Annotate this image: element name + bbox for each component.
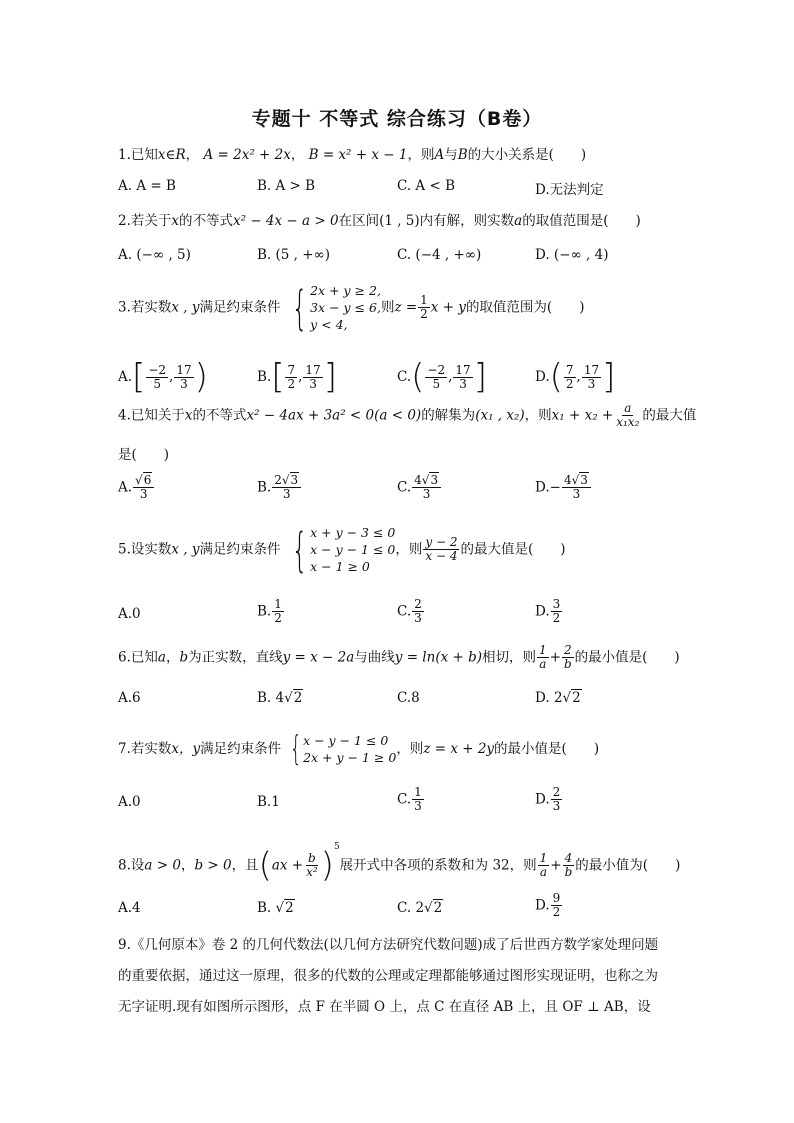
q7-option-a: A.0 <box>118 794 141 810</box>
q1-option-b: B. A > B <box>257 178 316 194</box>
q5-option-d: D. $\frac{3}{2}$ <box>535 597 561 625</box>
q3-option-a: A.[ $\frac{-2}{5}$ , $\frac{17}{3}$ ) <box>118 357 208 397</box>
question-7: 7.若实数x，y满足约束条件 { x − y − 1 ≤ 0 2x + y − 1 ≥ 0 ，则z = x + 2y的最小值是( ) <box>118 729 600 769</box>
q3-constraints: { 2x + y ≥ 2, 3x − y ≤ 6, y < 4, <box>291 280 381 335</box>
brace-icon: { <box>290 729 303 769</box>
brace-icon: { <box>291 280 308 335</box>
question-9: 9.《几何原本》卷 2 的几何代数法(以几何方法研究代数问题)成了后世西方数学家处理问题的重要依据，通过这一原理，很多的代数的公理或定理都能够通过图形实现证明，也称之为无字证明.现有如图所示图形，点 F 在半圆 O 上，点 C 在直径 AB 上，且 OF ⊥ AB，设 <box>118 937 659 1015</box>
q4-option-d: D.− $\frac{4√3}{3}$ <box>535 474 592 501</box>
q4-option-a: A. $\frac{√6}{3}$ <box>118 474 155 501</box>
q3-option-d: D.( $\frac{7}{2}$ , $\frac{17}{3}$ ] <box>535 357 616 397</box>
q6-option-b: B. 4√2 <box>257 690 303 706</box>
q2-option-d: D. (−∞ , 4) <box>535 247 609 263</box>
q7-option-b: B.1 <box>257 794 280 810</box>
q5-option-a: A.0 <box>118 606 141 622</box>
q8-option-a: A.4 <box>118 900 141 916</box>
question-8: 8.设a > 0，b > 0，且(ax + $\frac{b}{\text{x²}}$ )$^5$展开式中各项的系数和为 32，则 $\frac{1}{a}$ + $\frac{4}{b}$ 的最小值为( ) <box>118 842 681 886</box>
q1-option-a: A. A = B <box>118 178 176 194</box>
q8-option-d: D. $\frac{9}{2}$ <box>535 891 561 919</box>
q1-option-d: D.无法判定 <box>535 182 604 198</box>
q2-option-b: B. (5 , +∞) <box>257 247 331 263</box>
q4-option-c: C. $\frac{4√3}{3}$ <box>397 474 442 501</box>
question-5: 5.设实数x , y满足约束条件 { x + y − 3 ≤ 0 x − y − 1 ≤ 0 x − 1 ≥ 0 ，则 $\frac{y - 2}{x - 4}$ 的最大值是( ) <box>118 522 566 577</box>
question-4-cont: 是( ) <box>118 447 170 463</box>
q5-option-c: C. $\frac{2}{3}$ <box>397 597 422 625</box>
page-title: 专题十 不等式 综合练习（B卷） <box>251 108 543 130</box>
brace-icon: { <box>291 522 308 577</box>
q6-option-d: D. 2√2 <box>535 690 581 706</box>
question-4: 4.已知关于x的不等式x² − 4ax + 3a² < 0(a < 0)的解集为(x₁ , x₂)，则x₁ + x₂ + $\frac{a}{\text{x₁x₂}}$ 的最大值 <box>118 401 697 429</box>
q5-constraints: { x + y − 3 ≤ 0 x − y − 1 ≤ 0 x − 1 ≥ 0 <box>291 522 396 577</box>
q1-option-c: C. A < B <box>397 178 455 194</box>
question-6: 6.已知a，b为正实数，直线y = x − 2a与曲线y = ln(x + b)相切，则 $\frac{1}{a}$ + $\frac{2}{b}$ 的最小值是( ) <box>118 643 680 671</box>
q2-option-a: A. (−∞ , 5) <box>118 247 191 263</box>
q8-option-b: B. √2 <box>257 900 294 916</box>
q7-option-d: D. $\frac{2}{3}$ <box>535 785 561 813</box>
question-1: 1.已知x∈R， A = 2x² + 2x， B = x² + x − 1，则A与B的大小关系是( ) <box>118 147 587 163</box>
q6-option-a: A.6 <box>118 690 141 706</box>
q6-option-c: C.8 <box>397 690 420 706</box>
q7-constraints: { x − y − 1 ≤ 0 2x + y − 1 ≥ 0 <box>290 729 397 769</box>
q7-option-c: C. $\frac{1}{3}$ <box>397 785 422 813</box>
q5-option-b: B. $\frac{1}{2}$ <box>257 597 282 625</box>
q4-option-b: B. $\frac{2√3}{3}$ <box>257 474 302 501</box>
q2-option-c: C. (−4 , +∞) <box>397 247 482 263</box>
question-3: 3.若实数x , y满足约束条件 { 2x + y ≥ 2, 3x − y ≤ 6, y < 4, 则z = $\frac{1}{2}$ x + y的取值范围为( ) <box>118 280 585 335</box>
question-2: 2.若关于x的不等式x² − 4x − a > 0在区间(1 , 5)内有解，则实数a的取值范围是( ) <box>118 213 641 229</box>
q3-option-b: B.[ $\frac{7}{2}$ , $\frac{17}{3}$ ] <box>257 357 337 397</box>
q8-option-c: C. 2√2 <box>397 900 443 916</box>
q3-option-c: C.( $\frac{-2}{5}$ , $\frac{17}{3}$ ] <box>397 357 487 397</box>
